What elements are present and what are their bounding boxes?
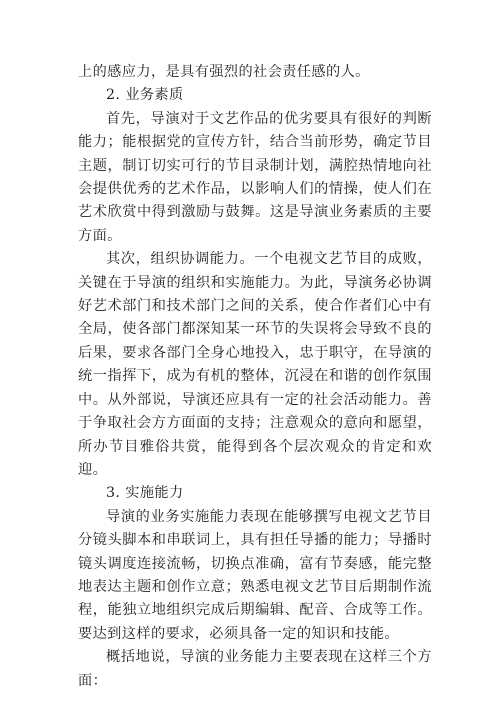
section-heading-business-quality: 2. 业务素质 bbox=[106, 87, 184, 104]
section-heading-implementation-ability: 3. 实施能力 bbox=[106, 485, 184, 502]
document-body bbox=[78, 61, 432, 693]
paragraph-implementation: 导演的业务实施能力表现在能够撰写电视文艺节目分镜头脚本和串联词上，具有担任导播的能力；导播时镜头调度连接流畅，切换点准确，富有节奏感，能完整地表达主题和创作立意；熟悉电视文艺节目后期制作流程，能独立地组织完成后期编辑、配音、合成等工作。要达到这样的要求，必须具备一定的知识和技能。 bbox=[78, 508, 432, 642]
paragraph-second-organization: 其次，组织协调能力。一个电视文艺节目的成败，关键在于导演的组织和实施能力。为此，导演务必协调好艺术部门和技术部门之间的关系，使合作者们心中有全局，使各部门都深知某一环节的失误将会导致不良的后果，要求各部门全身心地投入，忠于职守，在导演的统一指挥下，成为有机的整体，沉浸在和谐的创作氛围中。从外部说，导演还应具有一定的社会活动能力。善于争取社会方方面面的支持；注意观众的意向和愿望，所办节目雅俗共赏，能得到各个层次观众的肯定和欢迎。 bbox=[78, 251, 432, 478]
paragraph-first-judgment: 首先，导演对于文艺作品的优劣要具有很好的判断能力；能根据党的宣传方针，结合当前形势，确定节目主题，制订切实可行的节目录制计划，满腔热情地向社会提供优秀的艺术作品，以影响人们的情操，使人们在艺术欣赏中得到激励与鼓舞。这是导演业务素质的主要方面。 bbox=[78, 110, 432, 244]
paragraph-summary: 概括地说，导演的业务能力主要表现在这样三个方面： bbox=[78, 649, 432, 689]
paragraph-continuation: 上的感应力，是具有强烈的社会责任感的人。 bbox=[78, 64, 370, 80]
